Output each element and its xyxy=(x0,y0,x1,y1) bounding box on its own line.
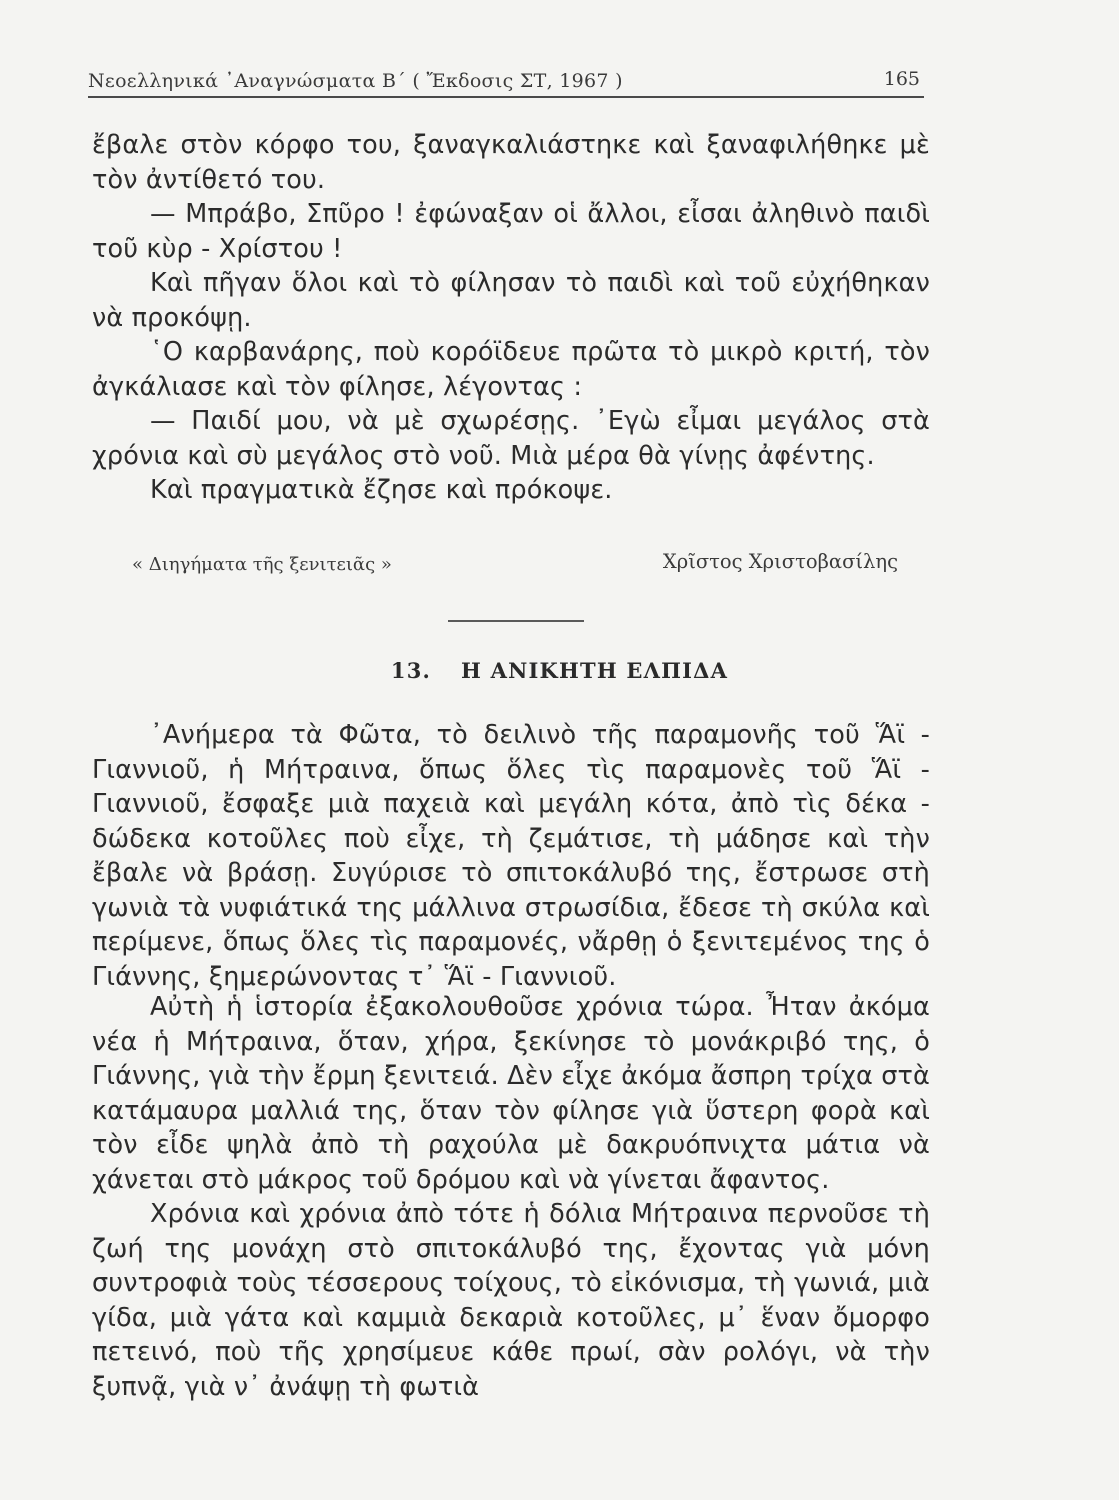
chapter-title: Η ΑΝΙΚΗΤΗ ΕΛΠΙΔΑ xyxy=(461,658,729,683)
source-author: Χρῖστος Χριστοβασίλης xyxy=(662,550,898,573)
story-body-part-1 xyxy=(92,718,930,994)
page-number: 165 xyxy=(883,68,920,90)
paragraph: ᾿Ανήμερα τὰ Φῶτα, τὸ δειλινὸ τῆς παραμονῆς τοῦ Ἅϊ - Γιαννιοῦ, ἡ Μήτραινα, ὅπως ὅλες τὶς παραμονὲς τοῦ Ἅϊ - Γιαννιοῦ, ἔσφαξε μιὰ παχειὰ καὶ μεγάλη κότα, ἀπὸ τὶς δέκα - δώδεκα κοτοῦλες ποὺ εἶχε, τὴ ζεμάτισε, τὴ μάδησε καὶ τὴν ἔβαλε νὰ βράσῃ. Συγύρισε τὸ σπιτοκάλυβό της, ἔστρωσε στὴ γωνιὰ τὰ νυφιάτικά της μάλλινα στρωσίδια, ἔδεσε τὴ σκύλα καὶ περίμενε, ὅπως ὅλες τὶς παραμονές, νἄρθῃ ὁ ξενιτεμένος της ὁ Γιάννης, ξημερώνοντας τ᾿ Ἅϊ - Γιαννιοῦ. xyxy=(92,720,930,992)
previous-story-ending xyxy=(92,128,930,508)
header-title: Νεοελληνικά ᾿Αναγνώσματα Β΄ ( Ἔκδοσις ΣΤ, 1967 ) xyxy=(88,70,623,92)
running-header xyxy=(88,64,924,104)
paragraph: ἔβαλε στὸν κόρφο του, ξαναγκαλιάστηκε καὶ ξαναφιλήθηκε μὲ τὸν ἀντίθετό του. xyxy=(92,130,930,195)
source-book-title: « Διηγήματα τῆς ξενιτειᾶς » xyxy=(132,554,392,575)
header-rule xyxy=(88,96,924,98)
paragraph: — Μπράβο, Σπῦρο ! ἐφώναξαν οἱ ἄλλοι, εἶσαι ἀληθινὸ παιδὶ τοῦ κὺρ - Χρίστου ! xyxy=(92,199,930,264)
paragraph: Καὶ πῆγαν ὅλοι καὶ τὸ φίλησαν τὸ παιδὶ καὶ τοῦ εὐχήθηκαν νὰ προκόψῃ. xyxy=(92,268,930,333)
chapter-heading xyxy=(0,658,1119,683)
paragraph: — Παιδί μου, νὰ μὲ σχωρέσῃς. ᾿Εγὼ εἶμαι μεγάλος στὰ χρόνια καὶ σὺ μεγάλος στὸ νοῦ. Μιὰ μέρα θὰ γίνῃς ἀφέντης. xyxy=(92,406,930,471)
paragraph: Αὐτὴ ἡ ἱστορία ἐξακολουθοῦσε χρόνια τώρα. Ἦταν ἀκόμα νέα ἡ Μήτραινα, ὅταν, χήρα, ξεκίνησε τὸ μονάκριβό της, ὁ Γιάννης, γιὰ τὴν ἔρμη ξενιτειά. Δὲν εἶχε ἀκόμα ἄσπρη τρίχα στὰ κατάμαυρα μαλλιά της, ὅταν τὸν φίλησε γιὰ ὕστερη φορὰ καὶ τὸν εἶδε ψηλὰ ἀπὸ τὴ ραχούλα μὲ δακρυόπνιχτα μάτια νὰ χάνεται στὸ μάκρος τοῦ δρόμου καὶ νὰ γίνεται ἄφαντος. xyxy=(92,992,930,1195)
paragraph: Καὶ πραγματικὰ ἔζησε καὶ πρόκοψε. xyxy=(150,475,613,505)
chapter-number: 13. xyxy=(390,658,432,683)
section-divider xyxy=(448,620,584,622)
paragraph: Χρόνια καὶ χρόνια ἀπὸ τότε ἡ δόλια Μήτραινα περνοῦσε τὴ ζωή της μονάχη στὸ σπιτοκάλυβό της, ἔχοντας γιὰ μόνη συντροφιὰ τοὺς τέσσερους τοίχους, τὸ εἰκόνισμα, τὴ γωνιά, μιὰ γίδα, μιὰ γάτα καὶ καμμιὰ δεκαριὰ κοτοῦλες, μ᾿ ἕναν ὄμορφο πετεινό, ποὺ τῆς χρησίμευε κάθε πρωί, σὰν ρολόγι, νὰ τὴν ξυπνᾷ, γιὰ ν᾿ ἀνάψῃ τὴ φωτιὰ xyxy=(92,1199,930,1402)
source-attribution xyxy=(132,550,898,580)
paragraph: ῾Ο καρβανάρης, ποὺ κορόϊδευε πρῶτα τὸ μικρὸ κριτή, τὸν ἀγκάλιασε καὶ τὸν φίλησε, λέγοντας : xyxy=(92,337,930,402)
story-body-part-2 xyxy=(92,990,930,1404)
